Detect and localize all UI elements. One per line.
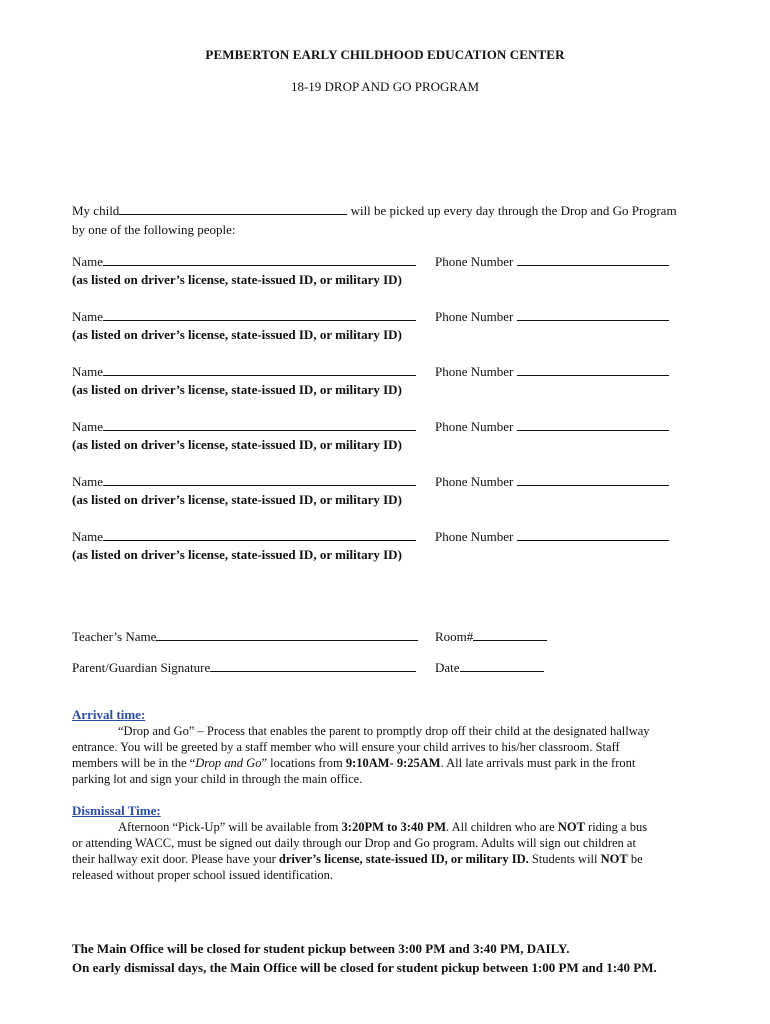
phone-label: Phone Number xyxy=(435,529,517,544)
dismissal-line-1c: riding a bus xyxy=(584,820,648,834)
dismissal-not-2: NOT xyxy=(600,852,628,866)
dismissal-heading: Dismissal Time: xyxy=(72,803,161,818)
phone-label: Phone Number xyxy=(435,419,517,434)
arrival-paragraph xyxy=(72,723,698,787)
name-label: Name xyxy=(72,474,104,489)
arrival-line-3a: members will be in the “ xyxy=(72,756,196,770)
intro-line-2: by one of the following people: xyxy=(72,222,236,237)
room-label: Room# xyxy=(435,629,474,644)
arrival-line-1: “Drop and Go” – Process that enables the parent to promptly drop off their child at the designated hallway xyxy=(118,724,650,738)
dismissal-line-3c: be xyxy=(627,852,643,866)
arrival-line-2: entrance. You will be greeted by a staff member who will ensure your child arrives to his/her classroom. Staff xyxy=(72,740,620,754)
date-row xyxy=(435,660,544,676)
dismissal-not: NOT xyxy=(557,820,585,834)
pickup-name-row xyxy=(72,419,416,435)
pickup-name-row xyxy=(72,364,416,380)
dismissal-line-1b: . All children who are xyxy=(446,820,558,834)
room-row xyxy=(435,629,547,645)
document-title: PEMBERTON EARLY CHILDHOOD EDUCATION CENTER xyxy=(205,47,565,62)
phone-field[interactable] xyxy=(517,309,669,321)
arrival-line-3-italic: Drop and Go xyxy=(195,756,262,770)
phone-field[interactable] xyxy=(517,419,669,431)
dismissal-line-3a: their hallway exit door. Please have your xyxy=(72,852,279,866)
arrival-line-3b: ” locations from xyxy=(261,756,346,770)
name-field[interactable] xyxy=(103,254,416,266)
dismissal-line-4: released without proper school issued identification. xyxy=(72,868,334,882)
pickup-phone-row xyxy=(435,529,669,545)
dismissal-id-types: driver’s license, state-issued ID, or military ID. xyxy=(278,852,529,866)
intro-label: My child xyxy=(72,203,120,218)
id-note: (as listed on driver’s license, state-issued ID, or military ID) xyxy=(72,492,402,507)
name-field[interactable] xyxy=(103,529,416,541)
date-field[interactable] xyxy=(460,660,544,672)
teacher-name-field[interactable] xyxy=(156,629,418,641)
id-note: (as listed on driver’s license, state-issued ID, or military ID) xyxy=(72,437,402,452)
teacher-name-row xyxy=(72,629,418,645)
arrival-line-3c: . All late arrivals must park in the front xyxy=(440,756,636,770)
document-subtitle: 18-19 DROP AND GO PROGRAM xyxy=(290,79,480,94)
teacher-name-label: Teacher’s Name xyxy=(72,629,157,644)
id-note: (as listed on driver’s license, state-issued ID, or military ID) xyxy=(72,547,402,562)
arrival-line-4: parking lot and sign your child in through the main office. xyxy=(72,772,363,786)
name-label: Name xyxy=(72,529,104,544)
pickup-name-row xyxy=(72,309,416,325)
pickup-phone-row xyxy=(435,364,669,380)
name-label: Name xyxy=(72,419,104,434)
intro-line-1 xyxy=(72,203,677,219)
room-field[interactable] xyxy=(473,629,547,641)
dismissal-line-1a: Afternoon “Pick-Up” will be available from xyxy=(118,820,342,834)
pickup-name-row xyxy=(72,254,416,270)
arrival-heading: Arrival time: xyxy=(72,707,146,722)
phone-label: Phone Number xyxy=(435,309,517,324)
arrival-time-range: 9:10AM- 9:25AM xyxy=(345,756,441,770)
pickup-phone-row xyxy=(435,419,669,435)
phone-field[interactable] xyxy=(517,529,669,541)
parent-signature-label: Parent/Guardian Signature xyxy=(72,660,211,675)
phone-field[interactable] xyxy=(517,254,669,266)
date-label: Date xyxy=(435,660,460,675)
phone-label: Phone Number xyxy=(435,254,517,269)
phone-label: Phone Number xyxy=(435,364,517,379)
pickup-phone-row xyxy=(435,254,669,270)
name-field[interactable] xyxy=(103,474,416,486)
pickup-phone-row xyxy=(435,474,669,490)
id-note: (as listed on driver’s license, state-issued ID, or military ID) xyxy=(72,272,402,287)
closing-line-2: On early dismissal days, the Main Office will be closed for student pickup between 1:00 PM and 1:40 PM. xyxy=(72,960,657,975)
name-label: Name xyxy=(72,309,104,324)
phone-field[interactable] xyxy=(517,474,669,486)
parent-signature-row xyxy=(72,660,416,676)
dismissal-line-3b: Students will xyxy=(528,852,601,866)
dismissal-line-2: or attending WACC, must be signed out daily through our Drop and Go program. Adults will sign out children at xyxy=(72,836,636,850)
dismissal-paragraph xyxy=(72,819,698,883)
pickup-phone-row xyxy=(435,309,669,325)
dismissal-time-range: 3:20PM to 3:40 PM xyxy=(341,820,447,834)
phone-field[interactable] xyxy=(517,364,669,376)
name-field[interactable] xyxy=(103,419,416,431)
pickup-name-row xyxy=(72,529,416,545)
name-field[interactable] xyxy=(103,364,416,376)
phone-label: Phone Number xyxy=(435,474,517,489)
closing-line-1: The Main Office will be closed for student pickup between 3:00 PM and 3:40 PM, DAILY. xyxy=(72,941,570,956)
child-name-field[interactable] xyxy=(119,203,347,215)
name-label: Name xyxy=(72,254,104,269)
intro-text: will be picked up every day through the Drop and Go Program xyxy=(347,203,677,218)
parent-signature-field[interactable] xyxy=(210,660,416,672)
id-note: (as listed on driver’s license, state-issued ID, or military ID) xyxy=(72,327,402,342)
pickup-name-row xyxy=(72,474,416,490)
name-label: Name xyxy=(72,364,104,379)
name-field[interactable] xyxy=(103,309,416,321)
id-note: (as listed on driver’s license, state-issued ID, or military ID) xyxy=(72,382,402,397)
